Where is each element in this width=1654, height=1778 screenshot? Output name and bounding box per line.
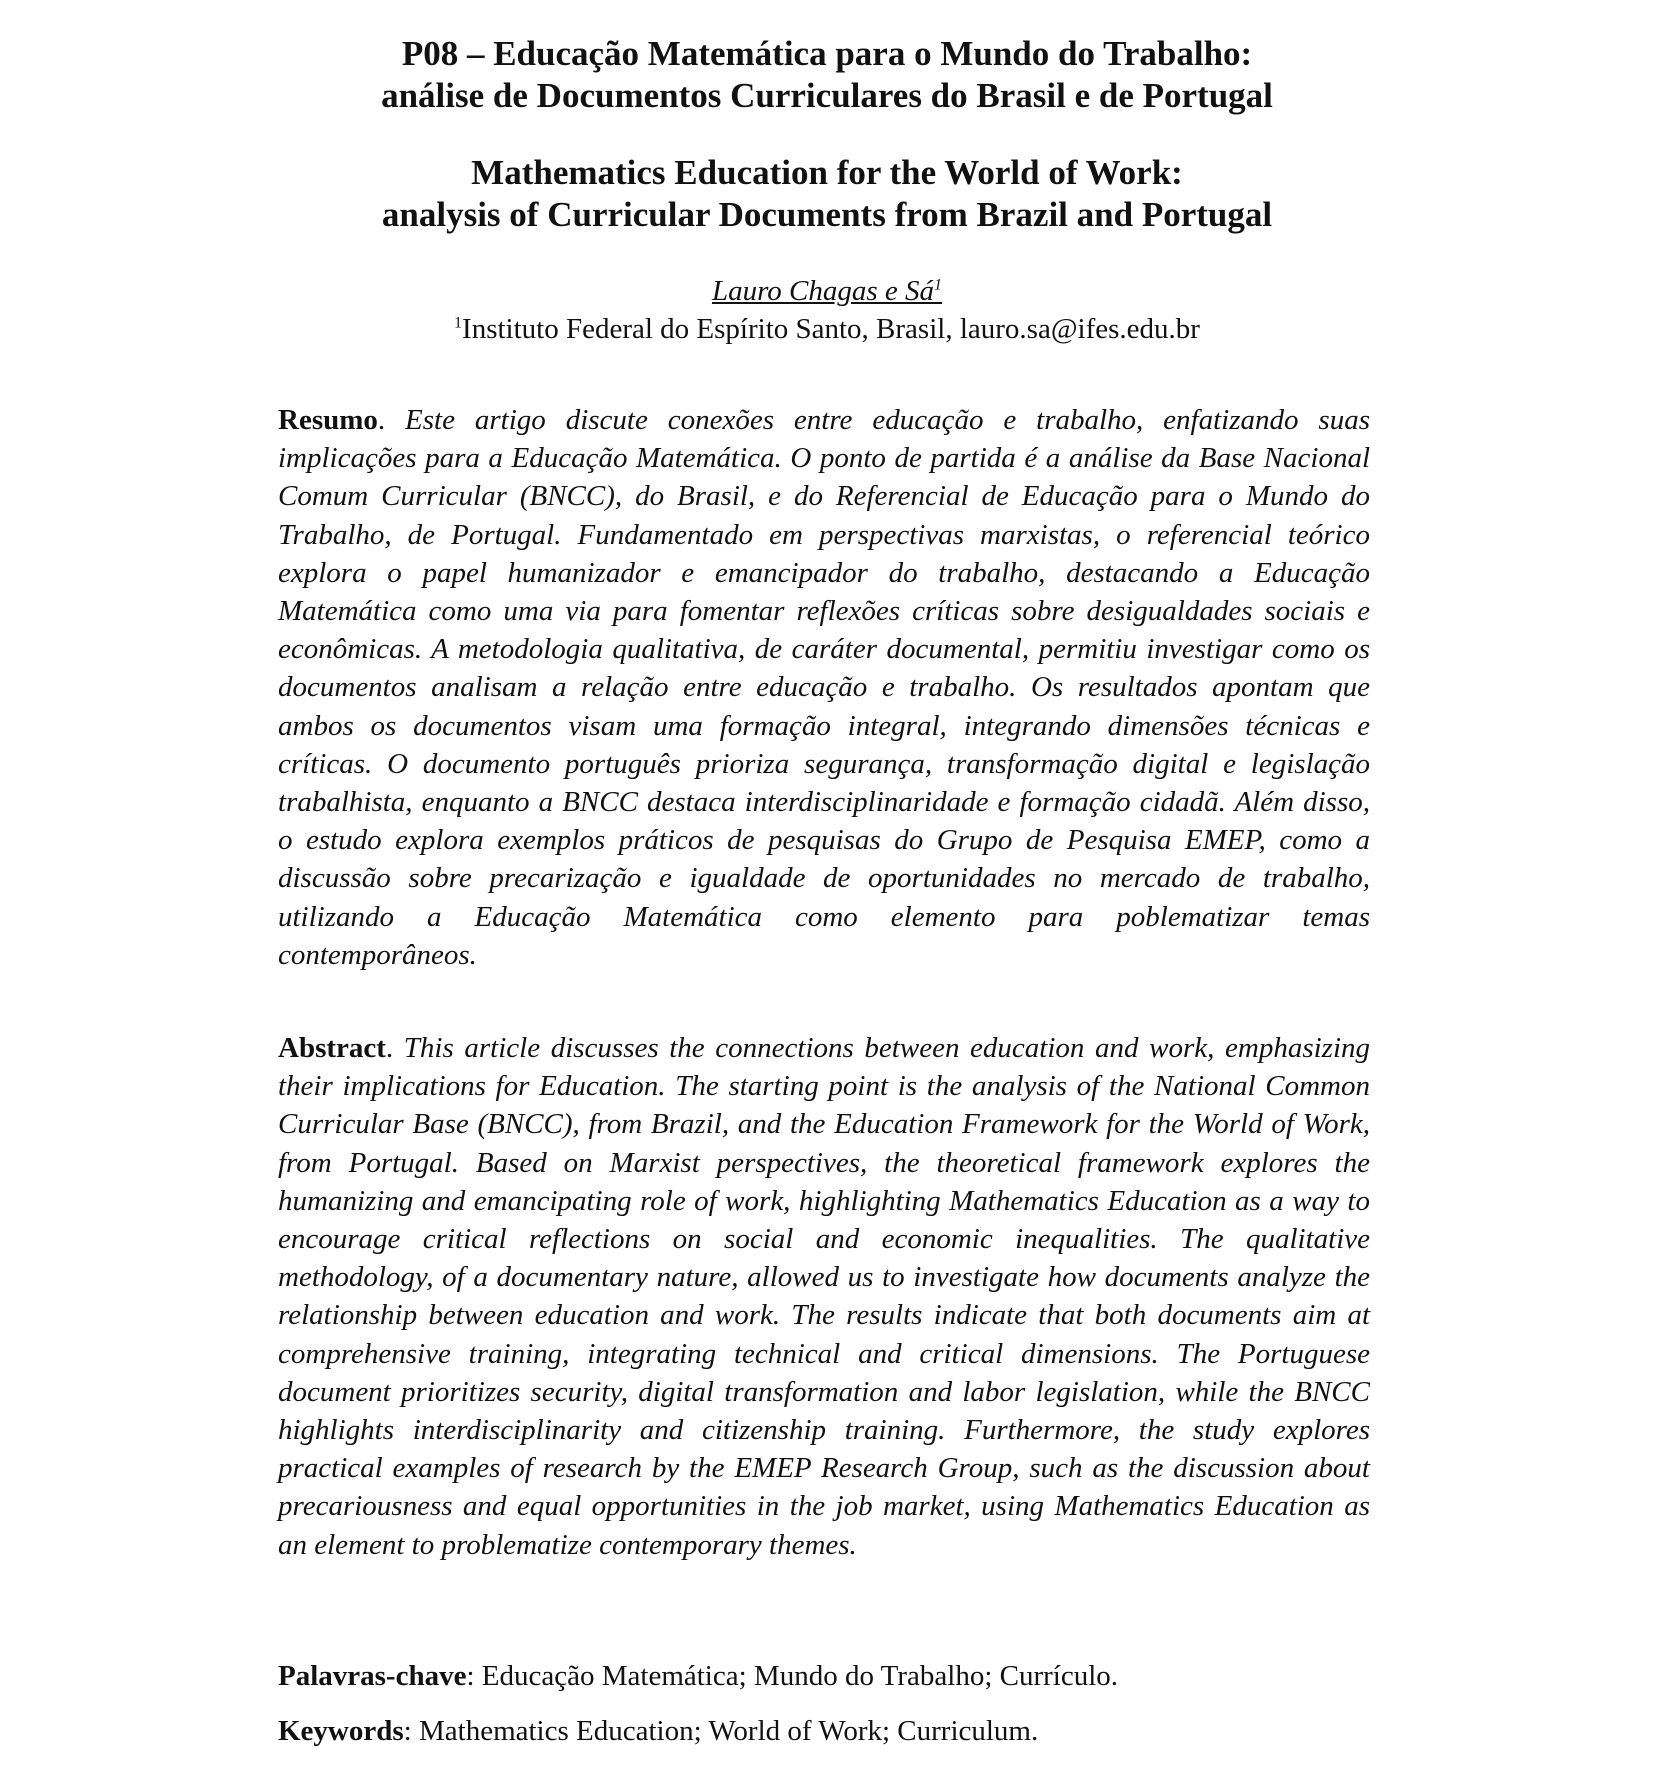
keywords-text: Mathematics Education; World of Work; Curriculum.: [418, 1715, 1039, 1747]
resumo-text: Este artigo discute conexões entre educação e trabalho, enfatizando suas implicações para a Educação Matemática. O ponto de partida é a análise da Base Nacional Comum Curricular (BNCC), do Brasil, e do Referencial de Educação para o Mundo do Trabalho, de Portugal. Fundamentado em perspectivas marxistas, o referencial teórico explora o papel humanizador e emancipador do trabalho, destacando a Educação Matemática como uma via para fomentar reflexões críticas sobre desigualdades sociais e econômicas. A metodologia qualitativa, de caráter documental, permitiu investigar como os documentos analisam a relação entre educação e trabalho. Os resultados apontam que ambos os documentos visam uma formação integral, integrando dimensões técnicas e críticas. O documento português prioriza segurança, transformação digital e legislação trabalhista, enquanto a BNCC destaca interdisciplinaridade e formação cidadã. Além disso, o estudo explora exemplos práticos de pesquisas do Grupo de Pesquisa EMEP, como a discussão sobre precarização e igualdade de oportunidades no mercado de trabalho, utilizando a Educação Matemática como elemento para poblematizar temas contemporâneos.: [278, 404, 1370, 971]
resumo-label: Resumo: [278, 404, 378, 436]
keywords-line: [278, 1712, 1370, 1750]
resumo-paragraph: [278, 401, 1370, 974]
author-affiliation: [0, 310, 1654, 348]
title-english-line-1: Mathematics Education for the World of Work:: [471, 153, 1183, 192]
keywords-separator: :: [403, 1715, 419, 1747]
affiliation-superscript: 1: [454, 314, 463, 332]
author-block: [0, 272, 1654, 348]
author-name: [712, 275, 942, 307]
abstract-label: Abstract: [278, 1032, 386, 1064]
title-portuguese-line-1: P08 – Educação Matemática para o Mundo do Trabalho:: [401, 34, 1253, 73]
abstract-separator: .: [385, 1032, 404, 1064]
title-portuguese: [0, 33, 1654, 117]
keywords-label: Keywords: [278, 1715, 404, 1747]
palavras-chave-label: Palavras-chave: [278, 1660, 467, 1692]
title-english-line-2: analysis of Curricular Documents from Brazil and Portugal: [381, 195, 1273, 234]
author-line: [0, 272, 1654, 310]
affiliation-text: Instituto Federal do Espírito Santo, Brasil, lauro.sa@ifes.edu.br: [462, 313, 1200, 345]
palavras-chave-text: Educação Matemática; Mundo do Trabalho; Currículo.: [481, 1660, 1119, 1692]
title-portuguese-line-2: análise de Documentos Curriculares do Brasil e de Portugal: [381, 76, 1273, 115]
abstract-text: This article discusses the connections between education and work, emphasizing their implications for Education. The starting point is the analysis of the National Common Curricular Base (BNCC), from Brazil, and the Education Framework for the World of Work, from Portugal. Based on Marxist perspectives, the theoretical framework explores the humanizing and emancipating role of work, highlighting Mathematics Education as a way to encourage critical reflections on social and economic inequalities. The qualitative methodology, of a documentary nature, allowed us to investigate how documents analyze the relationship between education and work. The results indicate that both documents aim at comprehensive training, integrating technical and critical dimensions. The Portuguese document prioritizes security, digital transformation and labor legislation, while the BNCC highlights interdisciplinarity and citizenship training. Furthermore, the study explores practical examples of research by the EMEP Research Group, such as the discussion about precariousness and equal opportunities in the job market, using Mathematics Education as an element to problematize contemporary themes.: [278, 1032, 1371, 1561]
palavras-chave-separator: :: [466, 1660, 482, 1692]
author-name-text: Lauro Chagas e Sá: [711, 275, 935, 307]
palavras-chave-line: [278, 1657, 1370, 1695]
author-superscript: 1: [934, 276, 943, 294]
abstract-paragraph: [278, 1029, 1370, 1564]
resumo-separator: .: [377, 404, 406, 436]
title-english: [0, 152, 1654, 236]
